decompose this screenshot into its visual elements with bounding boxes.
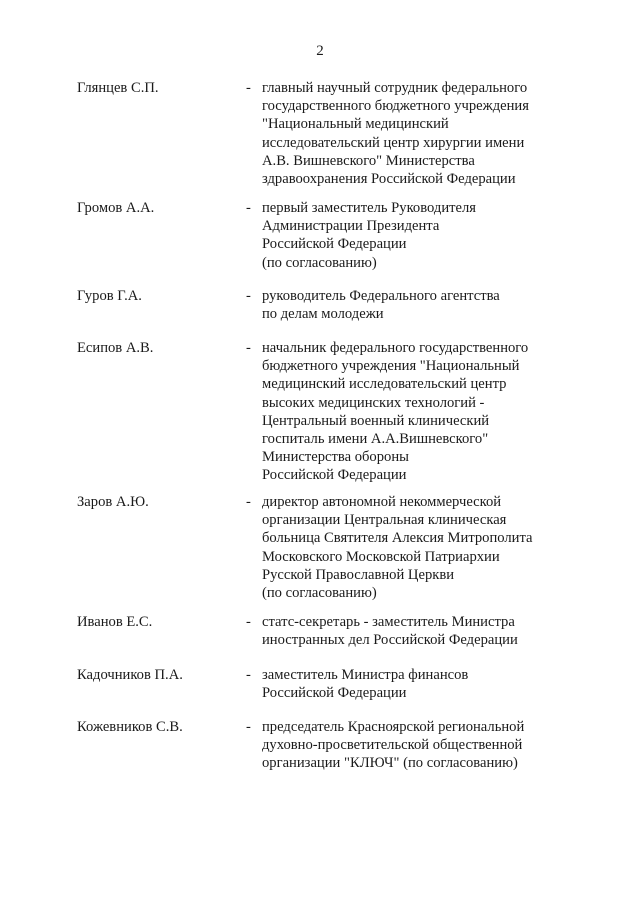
- entry-dash: -: [246, 614, 251, 630]
- member-role: [262, 287, 562, 323]
- role-line: "Национальный медицинский: [262, 116, 449, 133]
- role-line: госпиталь имени А.А.Вишневского": [262, 431, 489, 448]
- role-line: А.В. Вишневского" Министерства: [262, 152, 475, 169]
- member-name: Кожевников С.В.: [77, 719, 183, 735]
- member-name: Гуров Г.А.: [77, 288, 142, 304]
- member-role: [262, 199, 562, 272]
- entry-dash: -: [246, 288, 251, 304]
- role-line: государственного бюджетного учреждения: [262, 98, 529, 115]
- entry-dash: -: [246, 200, 251, 216]
- member-role: [262, 79, 562, 188]
- role-line: Московского Московской Патриархии: [262, 548, 500, 565]
- role-line: духовно-просветительской общественной: [262, 737, 523, 754]
- role-line: председатель Красноярской региональной: [262, 719, 525, 735]
- member-role: [262, 339, 562, 485]
- member-name: Громов А.А.: [77, 200, 155, 216]
- role-line: медицинский исследовательский центр: [262, 376, 507, 393]
- role-line: директор автономной некоммерческой: [262, 494, 502, 510]
- entry-dash: -: [246, 719, 251, 735]
- member-name: Заров А.Ю.: [77, 494, 149, 510]
- member-name: Иванов Е.С.: [77, 614, 153, 630]
- entry-dash: -: [246, 494, 251, 510]
- role-line: статс-секретарь - заместитель Министра: [262, 614, 515, 630]
- role-line: больница Святителя Алексия Митрополита: [262, 530, 533, 547]
- role-line: Российской Федерации: [262, 685, 407, 702]
- role-line: Министерства обороны: [262, 449, 409, 466]
- member-name: Глянцев С.П.: [77, 80, 159, 96]
- role-line: первый заместитель Руководителя: [262, 200, 476, 216]
- role-line: заместитель Министра финансов: [262, 667, 469, 683]
- role-line: организации Центральная клиническая: [262, 512, 507, 529]
- role-line: высоких медицинских технологий -: [262, 394, 485, 411]
- role-line: Российской Федерации: [262, 467, 407, 484]
- role-line: по делам молодежи: [262, 306, 384, 323]
- role-line: Администрации Президента: [262, 218, 440, 235]
- member-role: [262, 666, 562, 702]
- role-line: организации "КЛЮЧ" (по согласованию): [262, 755, 518, 772]
- role-line: начальник федерального государственного: [262, 340, 529, 356]
- role-line: Центральный военный клинический: [262, 412, 490, 429]
- role-line: иностранных дел Российской Федерации: [262, 632, 518, 649]
- role-line: исследовательский центр хирургии имени: [262, 134, 525, 151]
- role-line: (по согласованию): [262, 585, 377, 602]
- role-line: бюджетного учреждения "Национальный: [262, 358, 520, 375]
- role-line: главный научный сотрудник федерального: [262, 80, 528, 96]
- member-role: [262, 718, 562, 773]
- role-line: (по согласованию): [262, 254, 377, 271]
- role-line: Российской Федерации: [262, 236, 407, 253]
- entry-dash: -: [246, 340, 251, 356]
- page-number: 2: [316, 43, 324, 59]
- member-name: Кадочников П.А.: [77, 667, 183, 683]
- member-role: [262, 493, 562, 602]
- role-line: Русской Православной Церкви: [262, 566, 455, 583]
- entry-dash: -: [246, 80, 251, 96]
- role-line: здравоохранения Российской Федерации: [262, 171, 516, 188]
- role-line: руководитель Федерального агентства: [262, 288, 500, 304]
- member-name: Есипов А.В.: [77, 340, 154, 356]
- entry-dash: -: [246, 667, 251, 683]
- member-role: [262, 613, 562, 649]
